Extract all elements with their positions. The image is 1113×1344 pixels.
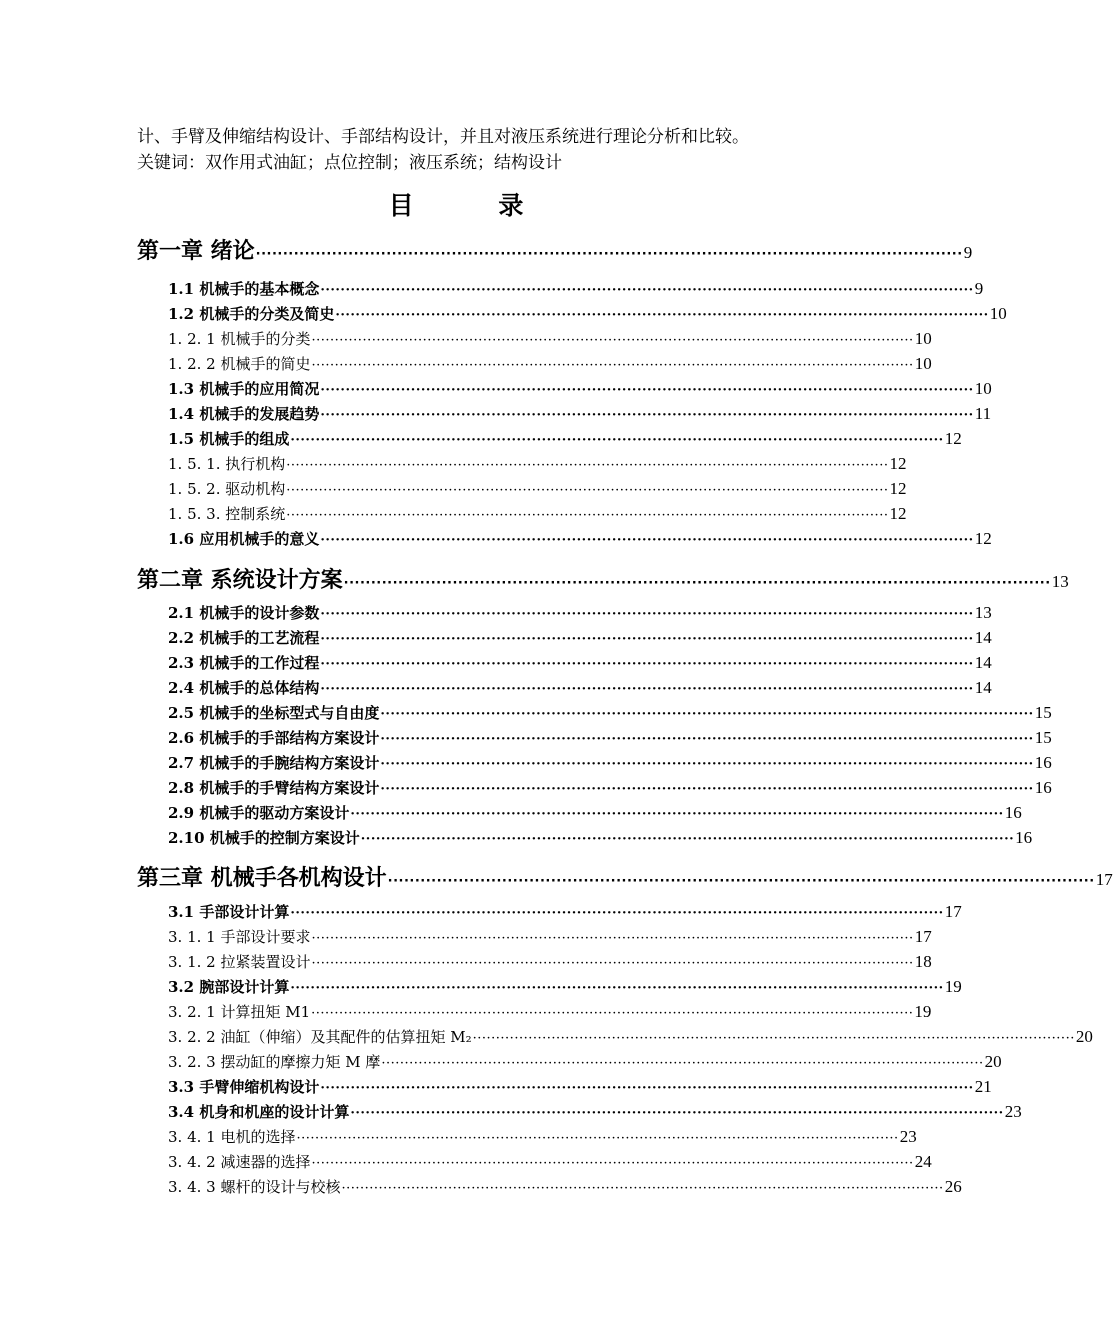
toc-page: 16 (1034, 778, 1052, 797)
dot-leader: ·································································································································· (320, 632, 974, 647)
toc-entry-3-1-1[interactable] (168, 926, 932, 947)
toc-entry-2-7[interactable] (168, 752, 1052, 773)
toc-label: 1.3 机械手的应用简况 (168, 380, 320, 398)
toc-label: 2.7 机械手的手腕结构方案设计 (168, 754, 380, 772)
toc-page: 16 (1004, 803, 1022, 822)
dot-leader: ·································································································································· (290, 433, 944, 448)
toc-entry-3-2[interactable] (168, 976, 962, 997)
toc-entry-2-6[interactable] (168, 727, 1052, 748)
toc-page: 13 (1051, 572, 1069, 591)
toc-label: 2.3 机械手的工作过程 (168, 654, 320, 672)
toc-label: 3.1 手部设计计算 (168, 903, 290, 921)
toc-page: 26 (944, 1177, 962, 1196)
dot-leader: ·································································································································· (320, 657, 974, 672)
toc-page: 12 (889, 454, 907, 473)
toc-page: 9 (963, 243, 973, 262)
toc-label: 3. 2. 2 油缸（伸缩）及其配件的估算扭矩 M₂ (168, 1028, 472, 1046)
dot-leader: ·································································································································· (380, 757, 1034, 772)
toc-page: 13 (974, 603, 992, 622)
dot-leader: ·································································································································· (311, 1006, 914, 1021)
toc-entry-3-2-1[interactable] (168, 1001, 932, 1022)
toc-label: 1.5 机械手的组成 (168, 430, 290, 448)
toc-entry-2-2[interactable] (168, 627, 992, 648)
dot-leader: ·································································································································· (387, 874, 1095, 889)
toc-label: 3.3 手臂伸缩机构设计 (168, 1078, 320, 1096)
toc-entry-2-5[interactable] (168, 702, 1052, 723)
toc-page: 17 (944, 902, 962, 921)
dot-leader: ·································································································································· (350, 1106, 1004, 1121)
toc-page: 18 (914, 952, 932, 971)
toc-entry-1-2[interactable] (168, 303, 1007, 324)
toc-label: 3. 2. 3 摆动缸的摩擦力矩 M 摩 (168, 1053, 381, 1071)
toc-entry-3-4-3[interactable] (168, 1176, 962, 1197)
toc-entry-1-2-2[interactable] (168, 353, 932, 374)
toc-page: 15 (1034, 703, 1052, 722)
toc-entry-3-4[interactable] (168, 1101, 1022, 1122)
keywords-line: 关键词：双作用式油缸；点位控制；液压系统；结构设计 (137, 153, 562, 173)
abstract-last-line: 计、手臂及伸缩结构设计、手部结构设计，并且对液压系统进行理论分析和比较。 (137, 127, 749, 147)
toc-label: 3. 4. 3 螺杆的设计与校核 (168, 1178, 341, 1196)
toc-entry-2-4[interactable] (168, 677, 992, 698)
toc-page: 23 (899, 1127, 917, 1146)
toc-label: 3. 4. 2 减速器的选择 (168, 1153, 311, 1171)
toc-page: 20 (1075, 1027, 1093, 1046)
toc-page: 21 (974, 1077, 992, 1096)
toc-label: 1.1 机械手的基本概念 (168, 280, 320, 298)
dot-leader: ·································································································································· (320, 383, 974, 398)
toc-label: 2.5 机械手的坐标型式与自由度 (168, 704, 380, 722)
toc-entry-2-9[interactable] (168, 802, 1022, 823)
dot-leader: ·································································································································· (286, 458, 889, 473)
dot-leader: ·································································································································· (311, 956, 914, 971)
toc-page: 10 (914, 329, 932, 348)
toc-page: 15 (1034, 728, 1052, 747)
toc-label: 2.6 机械手的手部结构方案设计 (168, 729, 380, 747)
toc-page: 14 (974, 678, 992, 697)
dot-leader: ·································································································································· (311, 358, 914, 373)
toc-label: 1.6 应用机械手的意义 (168, 530, 320, 548)
toc-label: 3. 1. 2 拉紧装置设计 (168, 953, 311, 971)
toc-page: 14 (974, 628, 992, 647)
dot-leader: ·································································································································· (341, 1181, 944, 1196)
toc-label: 1. 5. 1. 执行机构 (168, 455, 286, 473)
toc-label: 2.4 机械手的总体结构 (168, 679, 320, 697)
dot-leader: ·································································································································· (350, 807, 1004, 822)
toc-chapter-2[interactable] (137, 563, 1069, 594)
toc-label: 1. 5. 3. 控制系统 (168, 505, 286, 523)
toc-chapter-1[interactable] (137, 234, 973, 265)
toc-page: 11 (974, 404, 992, 423)
toc-page: 10 (989, 304, 1007, 323)
dot-leader: ·································································································································· (472, 1031, 1075, 1046)
toc-entry-1-6[interactable] (168, 528, 992, 549)
dot-leader: ·································································································································· (311, 1156, 914, 1171)
toc-label: 第二章 系统设计方案 (137, 568, 343, 593)
toc-label: 1. 2. 2 机械手的简史 (168, 355, 311, 373)
toc-page: 9 (974, 279, 984, 298)
toc-entry-1-1[interactable] (168, 278, 984, 299)
dot-leader: ·································································································································· (311, 333, 914, 348)
toc-page: 19 (914, 1002, 932, 1021)
toc-label: 3. 1. 1 手部设计要求 (168, 928, 311, 946)
toc-page: 10 (914, 354, 932, 373)
dot-leader: ·································································································································· (286, 508, 889, 523)
toc-label: 2.2 机械手的工艺流程 (168, 629, 320, 647)
toc-label: 2.9 机械手的驱动方案设计 (168, 804, 350, 822)
toc-chapter-3[interactable] (137, 861, 1113, 892)
dot-leader: ·································································································································· (320, 408, 974, 423)
toc-page: 12 (974, 529, 992, 548)
toc-title: 目 录 (388, 191, 562, 220)
toc-label: 第三章 机械手各机构设计 (137, 866, 387, 891)
toc-label: 第一章 绪论 (137, 239, 255, 264)
dot-leader: ·································································································································· (381, 1056, 984, 1071)
toc-label: 2.8 机械手的手臂结构方案设计 (168, 779, 380, 797)
toc-page: 19 (944, 977, 962, 996)
toc-entry-3-1[interactable] (168, 901, 962, 922)
toc-page: 12 (889, 479, 907, 498)
toc-entry-1-5-1[interactable] (168, 453, 907, 474)
toc-entry-3-1-2[interactable] (168, 951, 932, 972)
toc-label: 3. 4. 1 电机的选择 (168, 1128, 296, 1146)
dot-leader: ·································································································································· (360, 832, 1015, 847)
toc-label: 3.4 机身和机座的设计计算 (168, 1103, 350, 1121)
toc-entry-3-4-1[interactable] (168, 1126, 917, 1147)
toc-page: 16 (1034, 753, 1052, 772)
dot-leader: ·································································································································· (380, 707, 1034, 722)
toc-entry-1-3[interactable] (168, 378, 992, 399)
toc-entry-3-2-2[interactable] (168, 1026, 1093, 1047)
toc-page: 16 (1015, 828, 1033, 847)
toc-entry-3-2-3[interactable] (168, 1051, 1002, 1072)
toc-page: 23 (1004, 1102, 1022, 1121)
dot-leader: ·································································································································· (380, 782, 1034, 797)
toc-entry-1-5[interactable] (168, 428, 962, 449)
toc-page: 12 (944, 429, 962, 448)
toc-page: 14 (974, 653, 992, 672)
toc-label: 1.4 机械手的发展趋势 (168, 405, 320, 423)
dot-leader: ·································································································································· (286, 483, 889, 498)
toc-page: 24 (914, 1152, 932, 1171)
toc-page: 12 (889, 504, 907, 523)
toc-page: 17 (1095, 870, 1113, 889)
toc-label: 3.2 腕部设计计算 (168, 978, 290, 996)
dot-leader: ·································································································································· (296, 1131, 899, 1146)
toc-label: 1. 5. 2. 驱动机构 (168, 480, 286, 498)
toc-entry-2-10[interactable] (168, 827, 1033, 848)
toc-label: 2.10 机械手的控制方案设计 (168, 829, 360, 847)
toc-entry-1-5-2[interactable] (168, 478, 907, 499)
toc-entry-2-1[interactable] (168, 602, 992, 623)
dot-leader: ·································································································································· (290, 981, 944, 996)
dot-leader: ·································································································································· (320, 607, 974, 622)
toc-entry-3-3[interactable] (168, 1076, 992, 1097)
toc-entry-1-2-1[interactable] (168, 328, 932, 349)
dot-leader: ·································································································································· (320, 1081, 974, 1096)
toc-label: 3. 2. 1 计算扭矩 M1 (168, 1003, 311, 1021)
toc-entry-2-3[interactable] (168, 652, 992, 673)
toc-label: 2.1 机械手的设计参数 (168, 604, 320, 622)
dot-leader: ·································································································································· (335, 308, 989, 323)
toc-label: 1. 2. 1 机械手的分类 (168, 330, 311, 348)
toc-label: 1.2 机械手的分类及简史 (168, 305, 335, 323)
toc-entry-3-4-2[interactable] (168, 1151, 932, 1172)
dot-leader: ·································································································································· (255, 247, 963, 262)
dot-leader: ·································································································································· (320, 283, 974, 298)
toc-entry-1-4[interactable] (168, 403, 992, 424)
toc-page: 20 (984, 1052, 1002, 1071)
dot-leader: ·································································································································· (320, 533, 974, 548)
dot-leader: ·································································································································· (290, 906, 944, 921)
dot-leader: ·································································································································· (380, 732, 1034, 747)
toc-entry-2-8[interactable] (168, 777, 1052, 798)
toc-page: 17 (914, 927, 932, 946)
toc-entry-1-5-3[interactable] (168, 503, 907, 524)
dot-leader: ·································································································································· (311, 931, 914, 946)
toc-page: 10 (974, 379, 992, 398)
dot-leader: ·································································································································· (320, 682, 974, 697)
dot-leader: ·································································································································· (343, 576, 1051, 591)
